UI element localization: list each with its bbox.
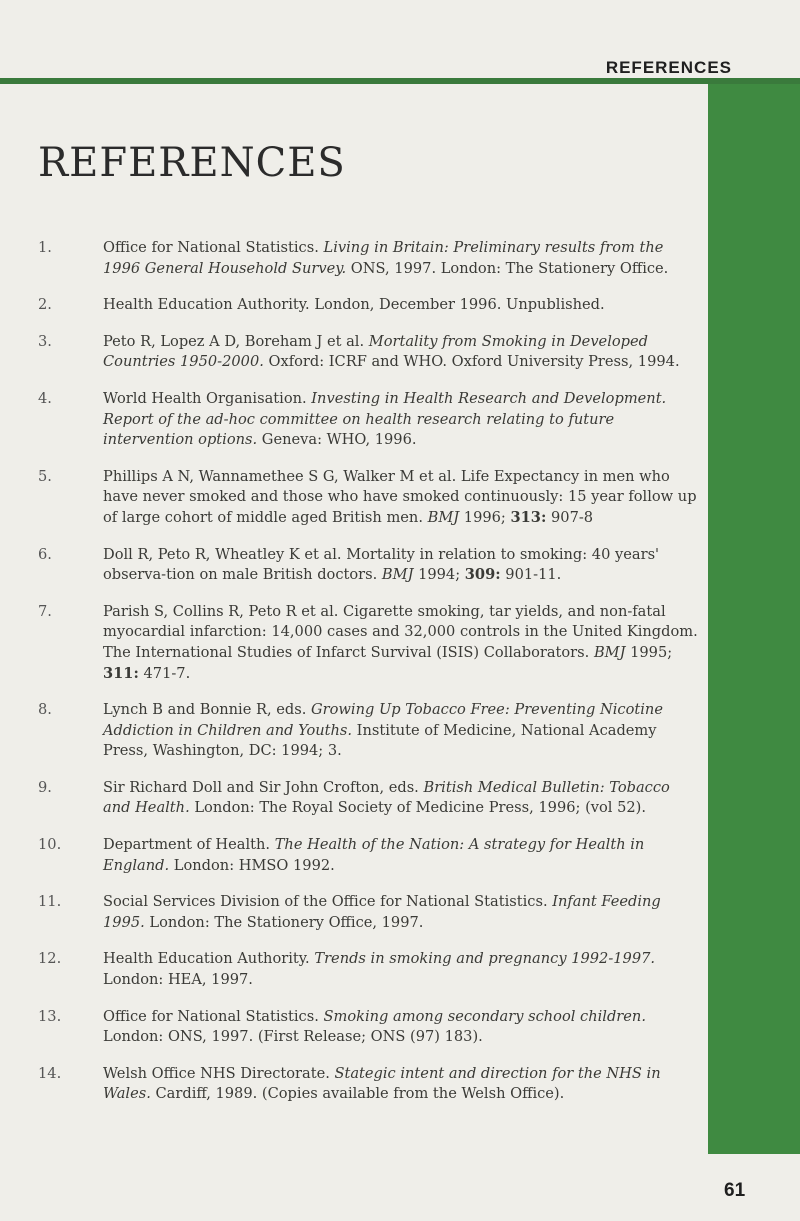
reference-number: 12. xyxy=(38,950,62,968)
reference-title-italic: The Health of the Nation: A strategy for Health in England. xyxy=(103,836,645,874)
reference-title-italic: Living in Britain: Preliminary results from the 1996 General Household Survey. xyxy=(103,239,664,277)
reference-segment: London: HMSO 1992. xyxy=(169,856,335,874)
reference-segment: World Health Organisation. xyxy=(103,389,312,407)
reference-segment: Social Services Division of the Office for National Statistics. xyxy=(103,893,553,911)
reference-number: 5. xyxy=(38,467,52,485)
reference-segment: Peto R, Lopez A D, Boreham J et al. xyxy=(103,332,369,350)
reference-title-italic: BMJ xyxy=(427,508,460,526)
reference-text xyxy=(103,333,680,371)
reference-segment: Phillips A N, Wannamethee S G, Walker M et al. Life Expectancy in men who have never smoked and those who have smoked continuously: 15 year follow up of large cohort of middle aged British men. xyxy=(103,467,697,526)
reference-item xyxy=(38,778,700,819)
reference-segment: Institute of Medicine, National Academy Press, Washington, DC: 1994; 3. xyxy=(103,721,657,760)
reference-text xyxy=(103,603,698,682)
reference-segment: Geneva: WHO, 1996. xyxy=(257,431,417,449)
reference-title-italic: Investing in Health Research and Development. Report of the ad-hoc committee on health research relating to future intervention options. xyxy=(103,389,667,449)
reference-title-italic: Infant Feeding 1995. xyxy=(103,893,661,931)
reference-number: 1. xyxy=(38,239,52,256)
reference-text xyxy=(103,546,659,584)
reference-segment: Sir Richard Doll and Sir John Crofton, eds. xyxy=(103,778,424,796)
reference-item xyxy=(38,602,700,684)
reference-segment: London: The Stationery Office, 1997. xyxy=(144,913,424,931)
reference-text xyxy=(103,296,605,313)
reference-volume: 313: xyxy=(510,508,547,526)
reference-title-italic: Mortality from Smoking in Developed Countries 1950-2000. xyxy=(103,332,648,371)
reference-text xyxy=(103,701,663,759)
reference-segment: London: ONS, 1997. (First Release; ONS (97) 183). xyxy=(103,1028,483,1046)
reference-segment: 907-8 xyxy=(546,508,594,526)
reference-item xyxy=(38,238,700,279)
reference-segment: 1996; xyxy=(459,508,511,526)
reference-title-italic: BMJ xyxy=(593,643,626,661)
reference-item xyxy=(38,700,700,762)
reference-title-italic: Smoking among secondary school children. xyxy=(323,1007,646,1025)
reference-segment: 901-11. xyxy=(500,566,562,584)
reference-text xyxy=(103,1065,661,1103)
reference-item xyxy=(38,389,700,451)
page-title: REFERENCES xyxy=(38,140,346,186)
reference-item xyxy=(38,1007,700,1048)
side-color-band xyxy=(708,84,800,1154)
reference-segment: Parish S, Collins R, Peto R et al. Cigarette smoking, tar yields, and non-fatal myocardial infarction: 14,000 cases and 32,000 controls in the United Kingdom. The International Studies of Infarct Survival (ISIS) Collaborators. xyxy=(103,602,698,661)
reference-title-italic: BMJ xyxy=(381,566,414,584)
reference-list xyxy=(38,238,700,1121)
reference-segment: 1994; xyxy=(413,566,465,584)
reference-segment: London: HEA, 1997. xyxy=(103,971,253,989)
reference-number: 10. xyxy=(38,836,62,854)
reference-segment: Welsh Office NHS Directorate. xyxy=(103,1064,335,1082)
reference-item xyxy=(38,835,700,876)
reference-title-italic: British Medical Bulletin: Tobacco and Health. xyxy=(103,778,670,817)
reference-segment: ONS, 1997. London: The Stationery Office. xyxy=(346,259,669,277)
reference-text xyxy=(103,1008,646,1046)
reference-segment: Department of Health. xyxy=(103,836,275,854)
reference-segment: Cardiff, 1989. (Copies available from the Welsh Office). xyxy=(150,1085,565,1103)
page-number: 61 xyxy=(724,1180,746,1201)
reference-number: 14. xyxy=(38,1064,62,1082)
reference-number: 6. xyxy=(38,545,52,563)
header-rule xyxy=(0,78,800,84)
reference-segment: Doll R, Peto R, Wheatley K et al. Mortality in relation to smoking: 40 years' observa-tion on male British doctors. xyxy=(103,545,660,584)
reference-text xyxy=(103,950,655,988)
reference-text xyxy=(103,779,670,817)
reference-number: 3. xyxy=(38,332,52,350)
reference-item xyxy=(38,892,700,933)
reference-item xyxy=(38,1064,700,1105)
reference-title-italic: Growing Up Tobacco Free: Preventing Nicotine Addiction in Children and Youths. xyxy=(103,701,663,739)
reference-item xyxy=(38,545,700,586)
reference-number: 7. xyxy=(38,602,52,620)
reference-text xyxy=(103,893,661,931)
reference-number: 13. xyxy=(38,1007,62,1025)
reference-segment: Office for National Statistics. xyxy=(103,1007,324,1025)
reference-number: 4. xyxy=(38,389,52,407)
reference-volume: 311: xyxy=(103,664,139,682)
reference-item xyxy=(38,467,700,529)
reference-text xyxy=(103,468,697,526)
reference-segment: Office for National Statistics. xyxy=(103,239,324,256)
reference-volume: 309: xyxy=(464,566,501,584)
reference-segment: 1995; xyxy=(625,643,673,661)
reference-segment: London: The Royal Society of Medicine Press, 1996; (vol 52). xyxy=(189,799,647,817)
reference-segment: Lynch B and Bonnie R, eds. xyxy=(103,701,311,719)
reference-title-italic: Trends in smoking and pregnancy 1992-1997. xyxy=(314,950,656,968)
reference-number: 2. xyxy=(38,296,52,314)
running-head: REFERENCES xyxy=(605,58,732,77)
reference-text xyxy=(103,239,668,277)
reference-number: 8. xyxy=(38,701,52,719)
reference-segment: Health Education Authority. London, December 1996. Unpublished. xyxy=(103,296,605,314)
reference-title-italic: Stategic intent and direction for the NHS in Wales. xyxy=(103,1064,661,1103)
reference-number: 9. xyxy=(38,778,52,796)
reference-text xyxy=(103,836,644,874)
reference-segment: 471-7. xyxy=(138,664,191,682)
reference-segment: Oxford: ICRF and WHO. Oxford University Press, 1994. xyxy=(263,353,680,371)
reference-item xyxy=(38,295,700,316)
reference-segment: Health Education Authority. xyxy=(103,950,315,968)
reference-item xyxy=(38,949,700,990)
reference-text xyxy=(103,390,666,448)
reference-item xyxy=(38,332,700,373)
reference-number: 11. xyxy=(38,893,62,911)
